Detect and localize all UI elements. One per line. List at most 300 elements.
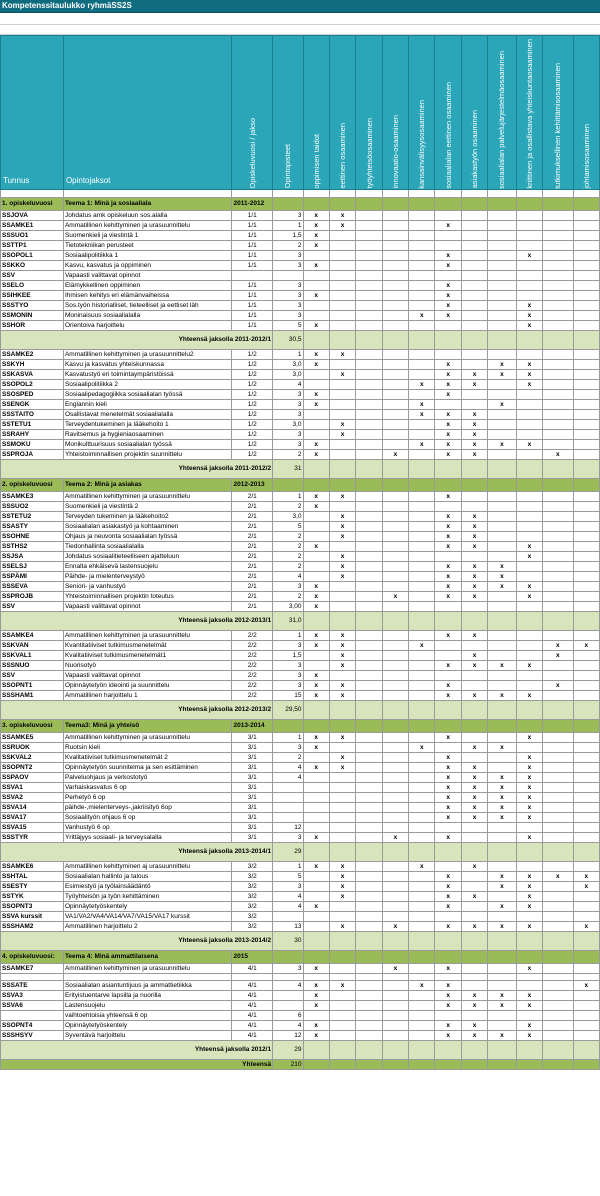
course-row (1, 822, 600, 832)
competence-mark (573, 752, 599, 762)
competence-mark (488, 409, 516, 419)
competence-mark (356, 921, 382, 931)
competence-mark: x (516, 832, 542, 842)
theme-label: Teema 2: Minä ja asiakas (63, 478, 232, 491)
competence-mark (303, 891, 329, 901)
competence-mark (356, 822, 382, 832)
competence-mark (356, 752, 382, 762)
competence-mark: x (303, 220, 329, 230)
course-code: SSJSA (1, 551, 64, 561)
header-comp: johtamisosaaminen (573, 36, 599, 190)
course-row (1, 551, 600, 561)
course-row (1, 680, 600, 690)
competence-mark: x (329, 630, 355, 640)
competence-mark (356, 551, 382, 561)
empty-cell (516, 459, 542, 478)
course-name: Opinnäytetyöskentely (63, 1020, 232, 1030)
competence-mark: x (488, 782, 516, 792)
competence-mark (488, 419, 516, 429)
competence-mark: x (409, 310, 435, 320)
competence-mark: x (516, 1000, 542, 1010)
course-row (1, 660, 600, 670)
competence-mark (382, 881, 408, 891)
course-credits: 3 (273, 260, 303, 270)
header-comp: innovaatio-osaaminen (382, 36, 408, 190)
course-code: SSPAOV (1, 772, 64, 782)
year-range: 2012-2013 (232, 478, 273, 491)
competence-mark: x (435, 980, 461, 990)
competence-mark (356, 210, 382, 220)
course-name: Tiedonhallinta sosiaalialalla (63, 541, 232, 551)
competence-mark (435, 1010, 461, 1020)
competence-mark: x (382, 832, 408, 842)
course-name: Vapaasti valittavat opinnot (63, 601, 232, 611)
competence-mark (409, 921, 435, 931)
course-row (1, 802, 600, 812)
competence-mark (461, 399, 487, 409)
competence-mark: x (516, 752, 542, 762)
competence-mark: x (329, 511, 355, 521)
competence-mark: x (516, 762, 542, 772)
competence-mark (543, 1030, 573, 1040)
competence-mark: x (303, 449, 329, 459)
competence-mark (382, 680, 408, 690)
competence-mark: x (303, 1030, 329, 1040)
competence-mark (409, 449, 435, 459)
course-row (1, 290, 600, 300)
competence-mark (488, 220, 516, 230)
header-comp: sosiaalialan palvelujärjestelmäosaaminen (488, 36, 516, 190)
competence-mark (382, 310, 408, 320)
competence-mark (409, 881, 435, 891)
empty-cell (329, 1040, 355, 1059)
course-name: Varhaiskasvatus 6 op (63, 782, 232, 792)
competence-mark: x (435, 429, 461, 439)
competence-mark (573, 690, 599, 700)
course-name: Ammatillinen kehittyminen aj urasuunnittelu (63, 861, 232, 871)
competence-mark (573, 290, 599, 300)
competence-mark (356, 419, 382, 429)
competence-mark: x (329, 551, 355, 561)
competence-mark: x (461, 861, 487, 871)
course-credits: 12 (273, 822, 303, 832)
competence-mark (543, 921, 573, 931)
empty-cell (516, 478, 542, 491)
competence-mark (356, 891, 382, 901)
course-name: Vapaasti valittavat opinnot (63, 270, 232, 280)
course-name: Kvalitatiiviset tutkimusmenetelmät 2 (63, 752, 232, 762)
empty-cell (356, 700, 382, 719)
course-row (1, 812, 600, 822)
total-credits: 210 (273, 1059, 303, 1069)
competence-mark: x (435, 449, 461, 459)
empty-cell (1, 973, 64, 980)
empty-cell (573, 1059, 599, 1069)
competence-mark (488, 240, 516, 250)
course-code: SSASTY (1, 521, 64, 531)
competence-mark: x (409, 640, 435, 650)
competence-mark (356, 640, 382, 650)
competence-mark (409, 369, 435, 379)
competence-mark (488, 591, 516, 601)
competence-mark (356, 762, 382, 772)
competence-mark (329, 310, 355, 320)
competence-mark: x (435, 630, 461, 640)
total-label: Yhteensä jaksolla 2013-2014/1 (1, 842, 273, 861)
competence-mark (303, 280, 329, 290)
course-row (1, 963, 600, 973)
empty-cell (488, 700, 516, 719)
course-code: SSAMKE5 (1, 732, 64, 742)
competence-mark (329, 359, 355, 369)
course-period: 3/2 (232, 881, 273, 891)
competence-mark: x (488, 369, 516, 379)
course-name: Suomenkieli ja viestintä 2 (63, 501, 232, 511)
header-tunnus: Tunnus (1, 36, 64, 190)
header-row (1, 36, 600, 190)
course-row (1, 521, 600, 531)
competence-mark (409, 871, 435, 881)
course-credits: 3 (273, 742, 303, 752)
course-name: Opinnäytetyöskentely (63, 901, 232, 911)
course-name: Kasvu ja kasvatus yhteiskunnassa (63, 359, 232, 369)
empty-cell (461, 950, 487, 963)
course-code: SSPÄMI (1, 571, 64, 581)
course-row (1, 561, 600, 571)
course-row (1, 1020, 600, 1030)
competence-mark: x (303, 359, 329, 369)
competence-mark (543, 409, 573, 419)
empty-cell (461, 330, 487, 349)
empty-cell (435, 950, 461, 963)
competence-mark: x (435, 379, 461, 389)
competence-mark (573, 782, 599, 792)
course-name: Lastensuojelu (63, 1000, 232, 1010)
course-name: Kvantitatiiviset tutkimusmenetelmät (63, 640, 232, 650)
competence-mark: x (435, 832, 461, 842)
competence-mark: x (329, 429, 355, 439)
competence-mark (356, 680, 382, 690)
competence-mark (356, 901, 382, 911)
period-total-row (1, 459, 600, 478)
course-code: SSOHNE (1, 531, 64, 541)
course-code: SSAMKE1 (1, 220, 64, 230)
competence-mark (356, 742, 382, 752)
competence-mark (543, 210, 573, 220)
course-period: 3/1 (232, 792, 273, 802)
course-credits: 1,5 (273, 230, 303, 240)
empty-cell (382, 931, 408, 950)
competence-mark (435, 601, 461, 611)
competence-mark (573, 792, 599, 802)
competence-mark: x (303, 762, 329, 772)
empty-cell (232, 973, 273, 980)
competence-mark: x (382, 921, 408, 931)
course-credits: 3 (273, 680, 303, 690)
empty-cell (382, 973, 408, 980)
competence-mark (356, 521, 382, 531)
total-label: Yhteensä jaksolla 2011-2012/2 (1, 459, 273, 478)
empty-cell (488, 842, 516, 861)
competence-mark: x (516, 250, 542, 260)
course-name: Sos.työn historialliset, tieteelliset ja eettiset läh (63, 300, 232, 310)
competence-mark (573, 501, 599, 511)
competence-mark (382, 772, 408, 782)
competence-mark (573, 359, 599, 369)
competence-mark (516, 531, 542, 541)
competence-mark (516, 409, 542, 419)
competence-mark: x (303, 832, 329, 842)
competence-mark: x (516, 320, 542, 330)
competence-mark: x (303, 260, 329, 270)
competence-mark (409, 389, 435, 399)
course-row (1, 901, 600, 911)
competence-mark (329, 320, 355, 330)
competence-mark (303, 911, 329, 921)
header-comp: työyhteisöosaaminen (356, 36, 382, 190)
competence-mark (409, 630, 435, 640)
competence-mark: x (461, 630, 487, 640)
course-period: 2/1 (232, 601, 273, 611)
competence-mark (488, 511, 516, 521)
competence-mark: x (461, 521, 487, 531)
competence-mark (409, 230, 435, 240)
empty-cell (329, 330, 355, 349)
empty-cell (303, 973, 329, 980)
course-name: Johdatus sosiaalitieteelliseen ajatteluun (63, 551, 232, 561)
competence-mark (516, 501, 542, 511)
competence-mark: x (303, 230, 329, 240)
empty-cell (303, 459, 329, 478)
course-row (1, 571, 600, 581)
course-period: 3/2 (232, 871, 273, 881)
course-row (1, 260, 600, 270)
empty-cell (461, 700, 487, 719)
competence-mark (543, 300, 573, 310)
competence-mark (573, 1000, 599, 1010)
competence-mark: x (488, 561, 516, 571)
competence-mark (329, 280, 355, 290)
competence-mark (382, 399, 408, 409)
course-period: 3/1 (232, 752, 273, 762)
course-credits: 2 (273, 591, 303, 601)
competence-mark (543, 551, 573, 561)
course-name: Ammatillinen kehittyminen ja urasuunnittelu (63, 491, 232, 501)
empty-cell (543, 950, 573, 963)
competence-mark (409, 349, 435, 359)
competence-mark: x (303, 963, 329, 973)
competence-mark: x (488, 990, 516, 1000)
competence-mark: x (303, 670, 329, 680)
course-row (1, 409, 600, 419)
competence-mark (488, 210, 516, 220)
empty-cell (488, 1059, 516, 1069)
course-credits: 5 (273, 871, 303, 881)
competence-mark: x (435, 359, 461, 369)
competence-mark (356, 660, 382, 670)
course-row (1, 782, 600, 792)
competence-mark (516, 511, 542, 521)
course-period: 1/1 (232, 230, 273, 240)
course-row (1, 210, 600, 220)
competence-mark (303, 772, 329, 782)
competence-mark (543, 980, 573, 990)
competence-mark (488, 379, 516, 389)
year-range: 2011-2012 (232, 197, 273, 210)
competence-mark (461, 359, 487, 369)
competence-mark (409, 891, 435, 901)
competence-mark: x (329, 732, 355, 742)
competence-mark (356, 980, 382, 990)
competence-mark (543, 911, 573, 921)
empty-cell (488, 950, 516, 963)
competence-mark: x (382, 449, 408, 459)
course-name: Suomenkieli ja viestintä 1 (63, 230, 232, 240)
competence-mark: x (488, 690, 516, 700)
competence-mark (461, 881, 487, 891)
competence-mark: x (488, 921, 516, 931)
course-code: SSAMKE7 (1, 963, 64, 973)
competence-mark (543, 359, 573, 369)
course-code: SSESTY (1, 881, 64, 891)
empty-cell (356, 1040, 382, 1059)
empty-cell (273, 719, 303, 732)
competence-mark (461, 980, 487, 990)
course-code: SSV (1, 601, 64, 611)
competence-mark: x (303, 640, 329, 650)
course-credits: 4 (273, 571, 303, 581)
empty-cell (409, 478, 435, 491)
course-credits: 2 (273, 501, 303, 511)
empty-cell (303, 197, 329, 210)
empty-cell (516, 931, 542, 950)
course-name: Sosiaalipedagogiikka sosiaalialan työssä (63, 389, 232, 399)
competence-mark: x (461, 419, 487, 429)
competence-mark (356, 260, 382, 270)
competence-mark (382, 270, 408, 280)
competence-mark (382, 389, 408, 399)
competence-mark (356, 963, 382, 973)
competence-mark: x (435, 290, 461, 300)
competence-mark: x (461, 742, 487, 752)
competence-mark (435, 861, 461, 871)
empty-cell (435, 931, 461, 950)
competence-mark: x (303, 491, 329, 501)
course-name: Ammatillinen kehittyminen ja urasuunnittelu (63, 220, 232, 230)
competence-mark (573, 491, 599, 501)
competence-mark: x (435, 762, 461, 772)
course-credits: 3 (273, 439, 303, 449)
competence-mark: x (329, 419, 355, 429)
competence-mark (409, 359, 435, 369)
course-name: Sosiaalialan asiakastyö ja kohtaaminen (63, 521, 232, 531)
empty-cell (329, 842, 355, 861)
course-row (1, 772, 600, 782)
competence-mark (329, 832, 355, 842)
course-row (1, 591, 600, 601)
competence-mark: x (435, 511, 461, 521)
competence-mark: x (329, 521, 355, 531)
empty-cell (573, 459, 599, 478)
competence-mark: x (329, 921, 355, 931)
competence-mark (488, 822, 516, 832)
competence-mark (356, 429, 382, 439)
empty-cell (409, 842, 435, 861)
empty-cell (573, 478, 599, 491)
competence-mark: x (461, 762, 487, 772)
competence-mark (409, 762, 435, 772)
empty-cell (356, 197, 382, 210)
competence-mark: x (435, 409, 461, 419)
course-code: SSKVAL2 (1, 752, 64, 762)
course-name: Sosiaalipolitiikka 2 (63, 379, 232, 389)
course-period: 2/1 (232, 501, 273, 511)
competence-mark (303, 409, 329, 419)
competence-mark (329, 990, 355, 1000)
course-credits: 3,00 (273, 601, 303, 611)
section-header-row (1, 950, 600, 963)
competence-mark: x (573, 980, 599, 990)
empty-cell (382, 950, 408, 963)
empty-cell (409, 973, 435, 980)
course-code: SSRUOK (1, 742, 64, 752)
competence-mark (488, 551, 516, 561)
course-row (1, 429, 600, 439)
course-period: 3/2 (232, 891, 273, 901)
course-name: Opinnäytetyön suunnitelma ja sen esittäminen (63, 762, 232, 772)
competence-mark: x (329, 891, 355, 901)
course-name: Sosiaalialan asiantuntijuus ja ammattietiikka (63, 980, 232, 990)
course-credits (273, 911, 303, 921)
competence-mark (516, 260, 542, 270)
competence-mark (356, 369, 382, 379)
empty-cell (516, 330, 542, 349)
sheet-title: Kompetenssitaulukko ryhmäSS2S (0, 0, 600, 13)
course-period: 2/1 (232, 561, 273, 571)
competence-mark (461, 210, 487, 220)
competence-mark (573, 280, 599, 290)
competence-mark: x (461, 812, 487, 822)
competence-table (0, 35, 600, 1070)
course-period: 4/1 (232, 980, 273, 990)
course-name: Ammatillinen harjoittelu 1 (63, 690, 232, 700)
competence-mark: x (303, 742, 329, 752)
competence-mark (516, 601, 542, 611)
competence-mark: x (435, 541, 461, 551)
competence-mark (543, 521, 573, 531)
course-credits: 1 (273, 732, 303, 742)
competence-mark: x (461, 772, 487, 782)
course-name: Kasvu, kasvatus ja oppiminen (63, 260, 232, 270)
competence-mark (303, 1010, 329, 1020)
competence-mark (356, 571, 382, 581)
course-code: SSKYH (1, 359, 64, 369)
competence-mark (303, 792, 329, 802)
course-row (1, 670, 600, 680)
competence-mark: x (488, 812, 516, 822)
competence-mark (356, 511, 382, 521)
empty-cell (329, 931, 355, 950)
competence-mark: x (435, 280, 461, 290)
competence-mark: x (329, 640, 355, 650)
competence-mark (356, 690, 382, 700)
competence-mark (303, 310, 329, 320)
course-code: SSVA17 (1, 812, 64, 822)
empty-cell (573, 330, 599, 349)
competence-mark (409, 963, 435, 973)
empty-cell (543, 1040, 573, 1059)
competence-mark: x (516, 690, 542, 700)
